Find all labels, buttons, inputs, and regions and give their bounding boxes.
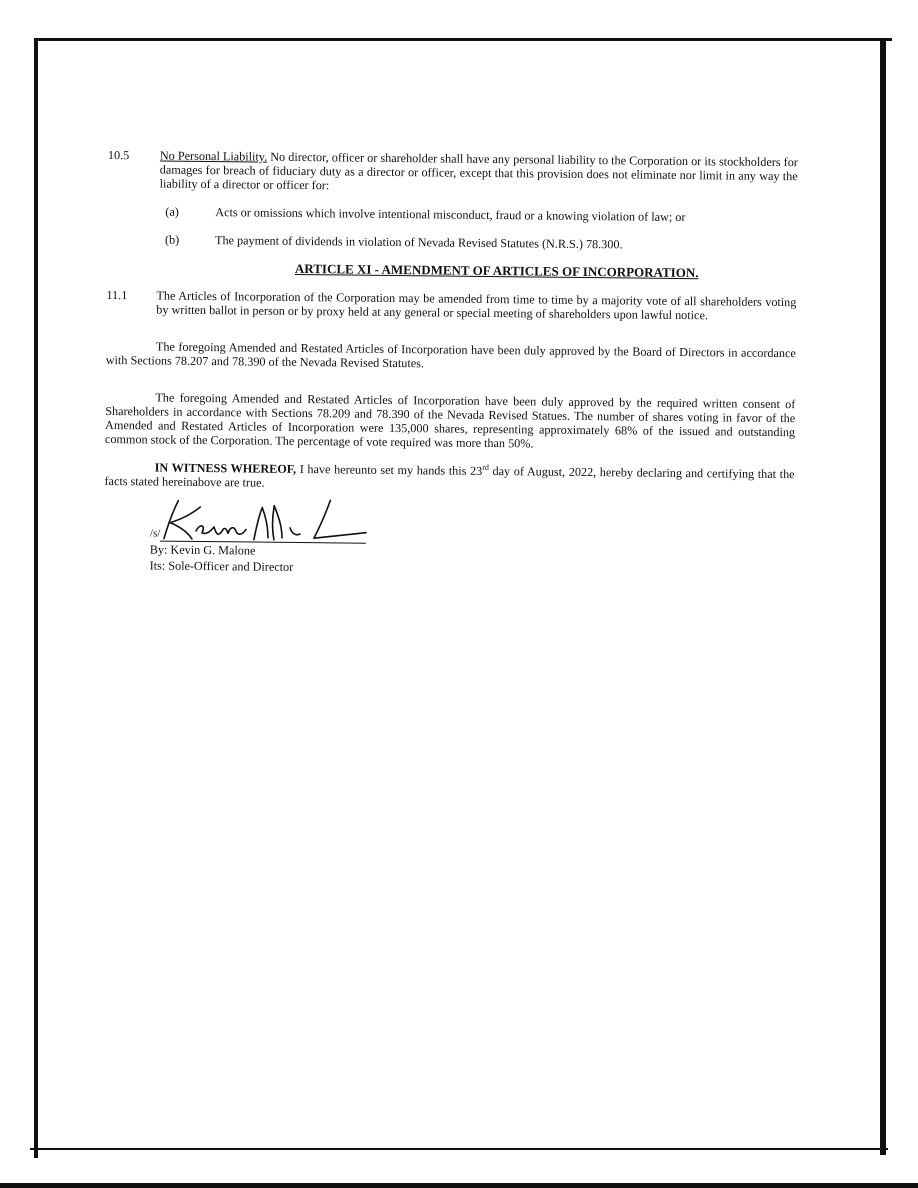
- section-body-text: No director, officer or shareholder shall have any personal liability to the Corporation or its stockholders for damages for breach of fiduciary duty as a director or officer, except that this provision does not eliminate nor limit in any way the liability of a director or officer for:: [159, 149, 798, 193]
- signer-title: Its: Sole-Officer and Director: [149, 558, 294, 574]
- section-10-5: [108, 148, 798, 197]
- document-body: [104, 148, 798, 573]
- list-item-text: Acts or omissions which involve intentional misconduct, fraud or a knowing violation of law; or: [215, 205, 686, 225]
- section-text: [160, 149, 798, 198]
- signature-block: [150, 496, 795, 573]
- scan-border-right: [880, 40, 886, 1155]
- witness-text: I have hereunto set my hands this 23: [296, 461, 483, 478]
- signature-prefix: /s/: [149, 527, 161, 540]
- scan-border-bottom: [30, 1148, 888, 1150]
- section-heading: No Personal Liability.: [159, 148, 268, 164]
- day-suffix: rd: [482, 462, 490, 472]
- scan-border-left: [34, 38, 38, 1158]
- section-number: 10.5: [107, 148, 130, 163]
- signer-name: By: Kevin G. Malone: [149, 542, 256, 558]
- page-edge: [0, 1183, 918, 1188]
- witness-text-end: day of August, 2022, hereby declaring and certifying that the facts stated hereinabove are true.: [104, 464, 795, 490]
- list-item-label: (b): [164, 232, 180, 247]
- list-item-text: The payment of dividends in violation of Nevada Revised Statutes (N.R.S.) 78.300.: [214, 233, 623, 252]
- board-approval-paragraph: The foregoing Amended and Restated Articles of Incorporation have been duly approved by the Board of Directors in accordance with Sections 78.207 and 78.390 of the Nevada Revised Statutes.: [105, 339, 796, 371]
- article-heading: ARTICLE XI - AMENDMENT OF ARTICLES OF INCORPORATION.: [294, 260, 699, 281]
- scan-border-top: [34, 38, 892, 41]
- section-text: The Articles of Incorporation of the Corporation may be amended from time to time by a majority vote of all shareholders voting by written ballot in person or by proxy held at any general or special meeting of shareholders upon lawful notice.: [156, 288, 797, 323]
- section-number: 11.1: [106, 287, 128, 303]
- witness-lead: IN WITNESS WHEREOF,: [154, 460, 297, 476]
- shareholder-approval-paragraph: The foregoing Amended and Restated Articles of Incorporation have been duly approved by the required written consent of Shareholders in accordance with Sections 78.209 and 78.390 of the Nevada Revised Statues. The number of shares voting in favor of the Amended and Restated Articles of Incorporation were 135,000 shares, representing approximately 68% of the issued and outstanding common stock of the Corporation. The percentage of vote required was more than 50%.: [104, 390, 796, 451]
- list-item-label: (a): [165, 204, 179, 219]
